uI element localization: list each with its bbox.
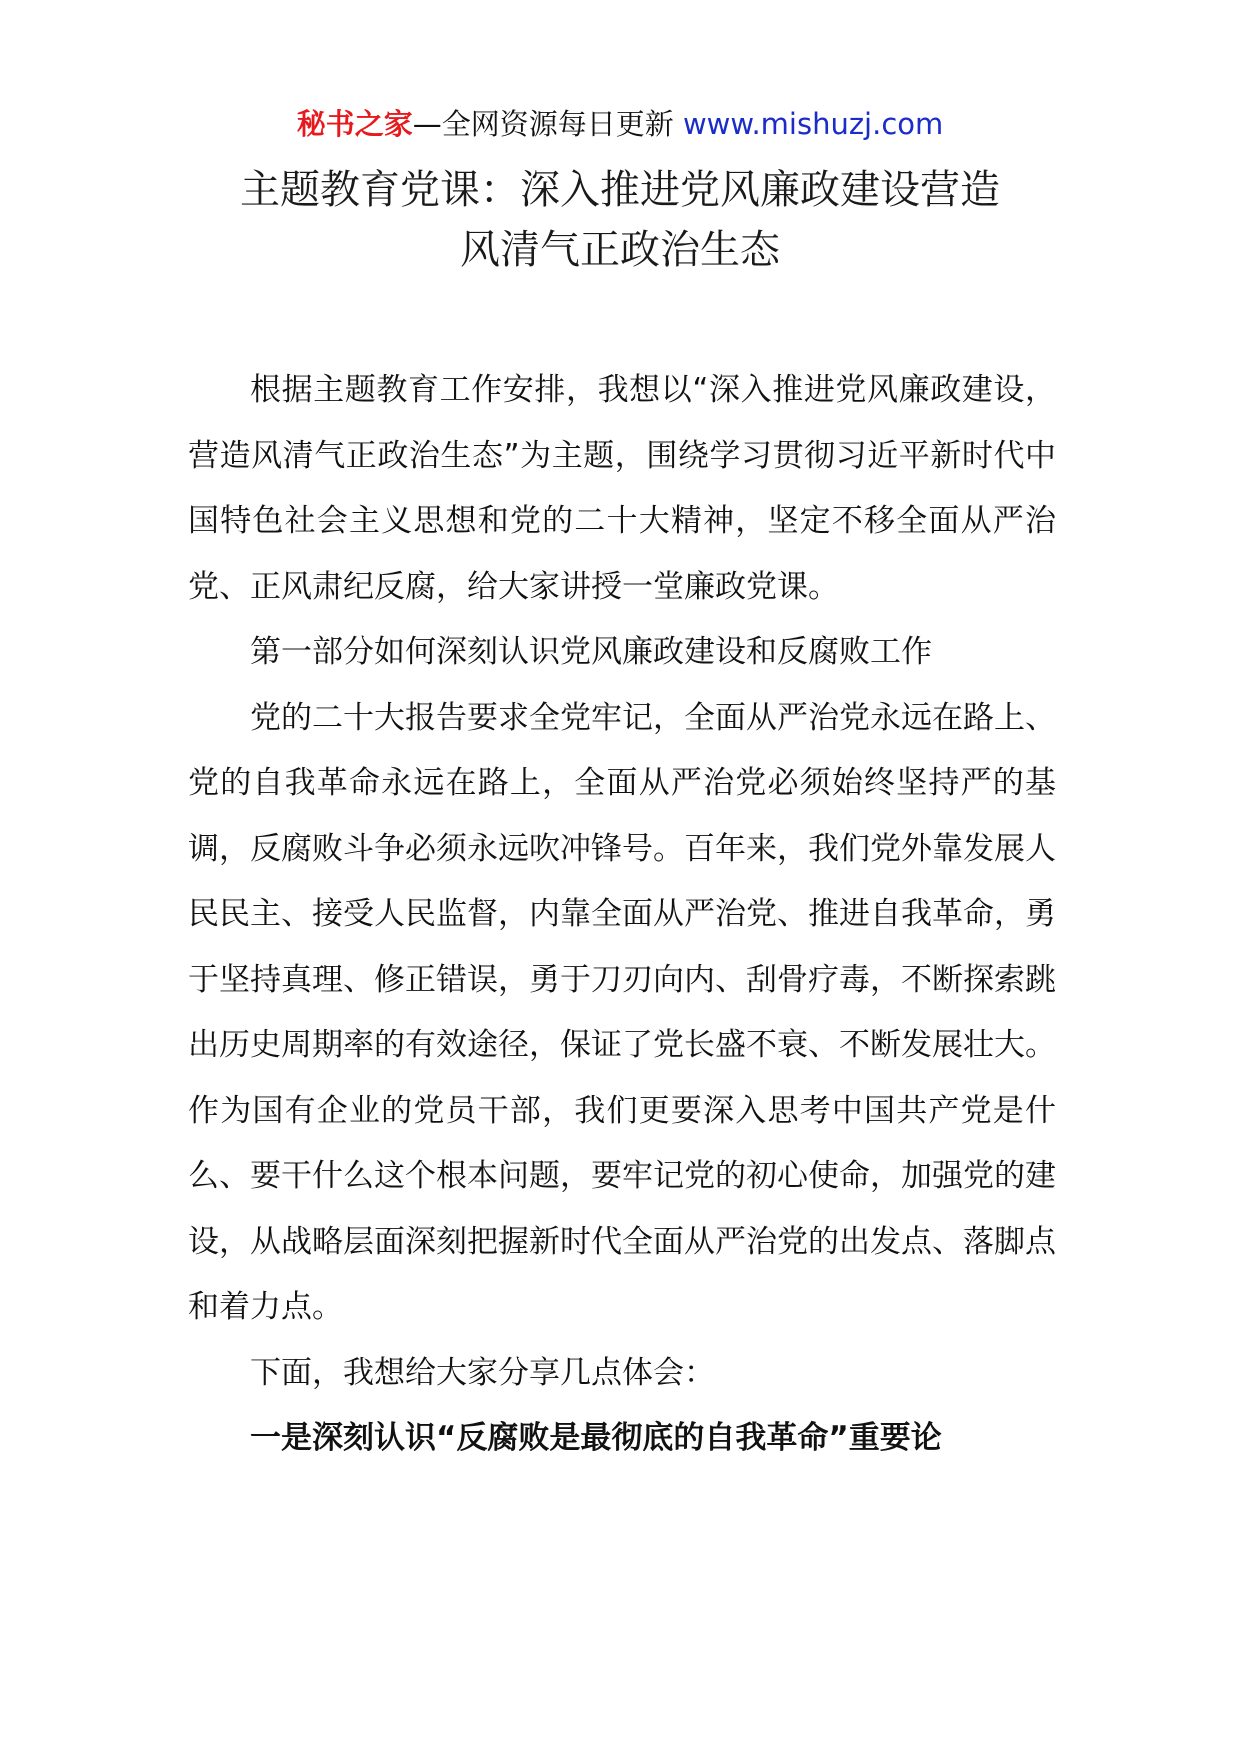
site-header <box>0 104 1240 144</box>
intro-paragraph: 根据主题教育工作安排，我想以“深入推进党风廉政建设，营造风清气正政治生态”为主题，围绕学习贯彻习近平新时代中国特色社会主义思想和党的二十大精神，坚定不移全面从严治党、正风肃纪反腐，给大家讲授一堂廉政党课。 <box>188 372 1056 605</box>
site-tagline: —全网资源每日更新 <box>412 107 674 141</box>
site-url-link[interactable]: www.mishuzj.com <box>682 107 944 141</box>
body-paragraph: 党的二十大报告要求全党牢记，全面从严治党永远在路上、党的自我革命永远在路上，全面从严治党必须始终坚持严的基调，反腐败斗争必须永远吹冲锋号。百年来，我们党外靠发展人民民主、接受人民监督，内靠全面从严治党、推进自我革命，勇于坚持真理、修正错误，勇于刀刃向内、刮骨疗毒，不断探索跳出历史周期率的有效途径，保证了党长盛不衰、不断发展壮大。作为国有企业的党员干部，我们更要深入思考中国共产党是什么、要干什么这个根本问题，要牢记党的初心使命，加强党的建设，从战略层面深刻把握新时代全面从严治党的出发点、落脚点和着力点。 <box>188 699 1056 1325</box>
site-brand: 秘书之家 <box>296 107 413 141</box>
document-body <box>188 358 1056 1472</box>
transition-paragraph: 下面，我想给大家分享几点体会： <box>250 1354 715 1391</box>
title-line-1: 主题教育党课：深入推进党风廉政建设营造 <box>240 167 1000 213</box>
document-title <box>0 160 1240 280</box>
title-line-2: 风清气正政治生态 <box>460 227 780 273</box>
section-heading: 第一部分如何深刻认识党风廉政建设和反腐败工作 <box>250 634 932 670</box>
bold-subheading: 一是深刻认识“反腐败是最彻底的自我革命”重要论 <box>250 1420 942 1456</box>
